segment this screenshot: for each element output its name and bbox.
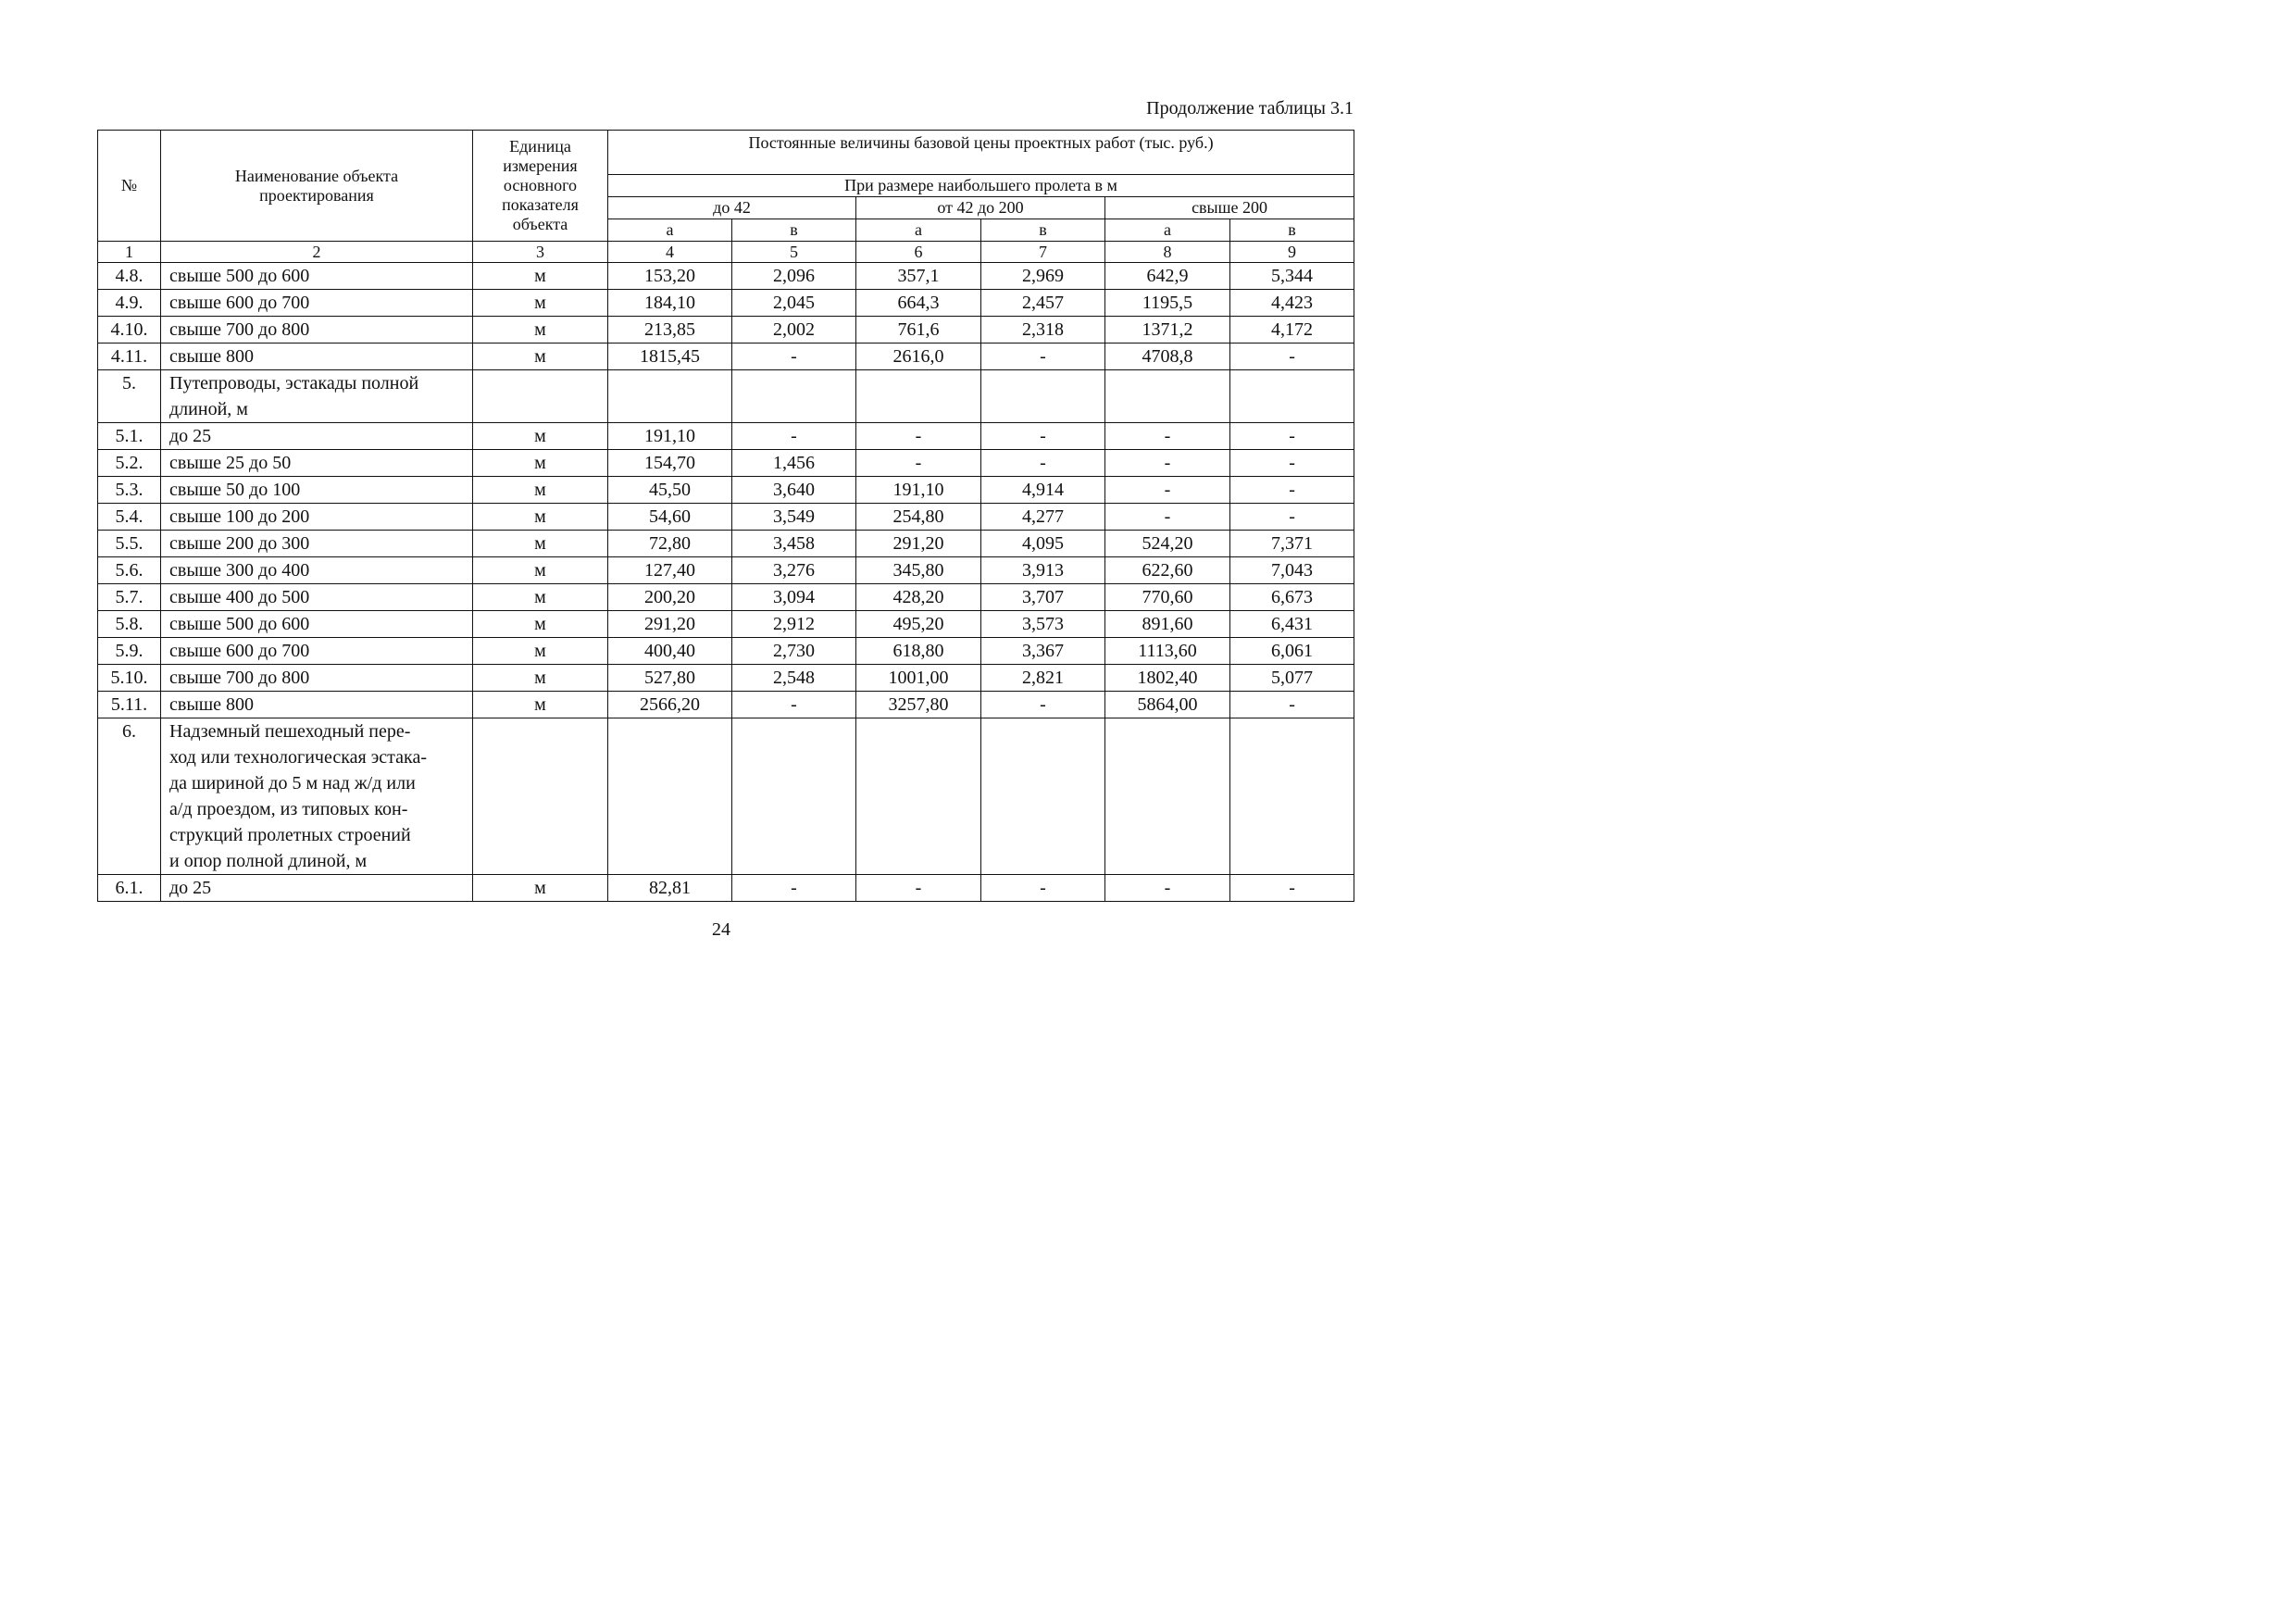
row-value: 291,20 [608,611,732,638]
column-number: 5 [732,242,856,263]
row-value: 3,458 [732,531,856,557]
row-number: 5.7. [98,584,161,611]
header-sub-a: а [856,219,981,242]
row-number: 6.1. [98,875,161,902]
row-value: 82,81 [608,875,732,902]
row-number: 5.6. [98,557,161,584]
table-row [98,718,1354,875]
row-name: свыше 600 до 700 [161,638,473,665]
table-row [98,665,1354,692]
table-row [98,584,1354,611]
row-name: свыше 500 до 600 [161,611,473,638]
row-value: 4,423 [1230,290,1354,317]
row-value: 2,969 [981,263,1105,290]
row-value: - [1230,477,1354,504]
row-number: 5.10. [98,665,161,692]
row-value: 642,9 [1105,263,1230,290]
row-value: 3,640 [732,477,856,504]
table-header [98,131,1354,242]
row-number: 5. [98,370,161,423]
row-value: 1371,2 [1105,317,1230,344]
row-number: 5.3. [98,477,161,504]
row-name: свыше 600 до 700 [161,290,473,317]
row-value: - [1230,423,1354,450]
row-name: свыше 800 [161,692,473,718]
row-unit [473,370,608,423]
column-number: 6 [856,242,981,263]
row-unit: м [473,875,608,902]
table-row [98,317,1354,344]
row-value: - [1105,450,1230,477]
row-value: 3,573 [981,611,1105,638]
row-value: 2,318 [981,317,1105,344]
row-value: 6,431 [1230,611,1354,638]
row-value [856,370,981,423]
header-name: Наименование объекта проектирования [161,131,473,242]
row-value: - [856,875,981,902]
row-value: - [981,692,1105,718]
row-name: свыше 25 до 50 [161,450,473,477]
table-row [98,290,1354,317]
row-value: 4,172 [1230,317,1354,344]
row-value: 184,10 [608,290,732,317]
row-value: 191,10 [856,477,981,504]
table-caption: Продолжение таблицы 3.1 [1146,98,1354,119]
row-value: 45,50 [608,477,732,504]
header-sub-b: в [981,219,1105,242]
row-value: 357,1 [856,263,981,290]
row-name: Путепроводы, эстакады полной длиной, м [161,370,473,423]
row-value: 1,456 [732,450,856,477]
row-value: - [732,344,856,370]
row-number: 4.8. [98,263,161,290]
row-number: 5.11. [98,692,161,718]
row-value: - [1105,504,1230,531]
row-name: свыше 700 до 800 [161,665,473,692]
row-number: 5.9. [98,638,161,665]
row-value: - [981,875,1105,902]
row-value: - [732,875,856,902]
row-unit: м [473,423,608,450]
row-value [732,718,856,875]
row-value: 153,20 [608,263,732,290]
row-unit: м [473,557,608,584]
table-row [98,477,1354,504]
row-name: Надземный пешеходный пере- ход или технологическая эстака- да шириной до 5 м над ж/д или а/д проездом, из типовых кон- струкций пролетных строений и опор полной длиной, м [161,718,473,875]
row-value: 4,277 [981,504,1105,531]
row-value: - [856,450,981,477]
row-value: 7,371 [1230,531,1354,557]
row-value: 2,730 [732,638,856,665]
row-value: 345,80 [856,557,981,584]
table-row [98,344,1354,370]
row-value: 618,80 [856,638,981,665]
column-number: 1 [98,242,161,263]
row-name: до 25 [161,875,473,902]
row-value: 761,6 [856,317,981,344]
row-value: 428,20 [856,584,981,611]
row-value: 1815,45 [608,344,732,370]
row-value: 5,077 [1230,665,1354,692]
row-value: 1001,00 [856,665,981,692]
row-value: 664,3 [856,290,981,317]
row-value: 191,10 [608,423,732,450]
row-number: 4.11. [98,344,161,370]
row-unit: м [473,692,608,718]
row-number: 5.4. [98,504,161,531]
row-value: 3,094 [732,584,856,611]
page-number: 24 [712,919,730,940]
header-num: № [98,131,161,242]
row-value: - [1230,692,1354,718]
row-value: 2,548 [732,665,856,692]
table-row [98,370,1354,423]
row-unit [473,718,608,875]
row-value: 622,60 [1105,557,1230,584]
column-number: 8 [1105,242,1230,263]
row-number: 5.5. [98,531,161,557]
row-unit: м [473,344,608,370]
table-row [98,875,1354,902]
row-unit: м [473,665,608,692]
row-value: 527,80 [608,665,732,692]
header-group-upto-42: до 42 [608,197,856,219]
row-unit: м [473,611,608,638]
table-row [98,611,1354,638]
row-value: 6,673 [1230,584,1354,611]
row-value [1105,718,1230,875]
row-unit: м [473,290,608,317]
header-unit: Единица измерения основного показателя объекта [473,131,608,242]
header-span-title: При размере наибольшего пролета в м [608,175,1354,197]
row-name: свыше 800 [161,344,473,370]
row-value: 1113,60 [1105,638,1230,665]
row-name: свыше 100 до 200 [161,504,473,531]
row-value [981,370,1105,423]
column-number: 7 [981,242,1105,263]
header-price-title: Постоянные величины базовой цены проектных работ (тыс. руб.) [608,131,1354,175]
row-value: 2,912 [732,611,856,638]
row-value: - [1230,504,1354,531]
row-value: 2616,0 [856,344,981,370]
row-value [1230,718,1354,875]
row-value: 291,20 [856,531,981,557]
column-number: 2 [161,242,473,263]
header-sub-b: в [1230,219,1354,242]
row-value [608,370,732,423]
row-value: 1802,40 [1105,665,1230,692]
header-sub-a: а [1105,219,1230,242]
row-name: свыше 50 до 100 [161,477,473,504]
row-value: - [732,423,856,450]
row-value: 127,40 [608,557,732,584]
row-value: - [1105,875,1230,902]
row-value: 2,002 [732,317,856,344]
table-row [98,692,1354,718]
row-value: 4,914 [981,477,1105,504]
row-value: 200,20 [608,584,732,611]
header-group-over-200: свыше 200 [1105,197,1354,219]
row-value: 6,061 [1230,638,1354,665]
row-value: - [981,344,1105,370]
row-name: свыше 500 до 600 [161,263,473,290]
table-row [98,557,1354,584]
row-value: 2,096 [732,263,856,290]
row-value: 4,095 [981,531,1105,557]
row-name: до 25 [161,423,473,450]
row-value [981,718,1105,875]
row-value: 891,60 [1105,611,1230,638]
header-group-42-200: от 42 до 200 [856,197,1105,219]
column-number: 3 [473,242,608,263]
row-unit: м [473,450,608,477]
row-value: 7,043 [1230,557,1354,584]
row-value: 3,276 [732,557,856,584]
row-name: свыше 300 до 400 [161,557,473,584]
table-row [98,504,1354,531]
row-value: 5,344 [1230,263,1354,290]
row-value: 2,045 [732,290,856,317]
row-number: 6. [98,718,161,875]
row-name: свыше 200 до 300 [161,531,473,557]
row-value: 72,80 [608,531,732,557]
row-number: 4.9. [98,290,161,317]
row-value: 495,20 [856,611,981,638]
row-value: 3,549 [732,504,856,531]
table-row [98,638,1354,665]
row-value: - [1230,875,1354,902]
row-value: - [981,450,1105,477]
row-number: 5.1. [98,423,161,450]
row-unit: м [473,477,608,504]
row-value: 3,707 [981,584,1105,611]
row-value: 2,821 [981,665,1105,692]
row-value: 213,85 [608,317,732,344]
row-unit: м [473,584,608,611]
header-sub-b: в [732,219,856,242]
column-number: 4 [608,242,732,263]
row-value: - [981,423,1105,450]
table-row [98,450,1354,477]
row-value: 2566,20 [608,692,732,718]
row-value: 5864,00 [1105,692,1230,718]
row-value: 3,913 [981,557,1105,584]
row-value [1230,370,1354,423]
row-value [1105,370,1230,423]
price-table [97,130,1354,902]
row-value: 4708,8 [1105,344,1230,370]
row-number: 5.8. [98,611,161,638]
row-name: свыше 700 до 800 [161,317,473,344]
row-value: 3257,80 [856,692,981,718]
row-value: - [1105,423,1230,450]
row-value: 154,70 [608,450,732,477]
row-name: свыше 400 до 500 [161,584,473,611]
row-value: 1195,5 [1105,290,1230,317]
row-value: 524,20 [1105,531,1230,557]
row-unit: м [473,638,608,665]
row-value: 254,80 [856,504,981,531]
row-number: 4.10. [98,317,161,344]
row-unit: м [473,531,608,557]
row-value [608,718,732,875]
row-value: - [732,692,856,718]
row-value [856,718,981,875]
table-row [98,263,1354,290]
table-row [98,423,1354,450]
row-value: 54,60 [608,504,732,531]
header-sub-a: а [608,219,732,242]
row-value: - [1105,477,1230,504]
table-row [98,531,1354,557]
row-value: - [856,423,981,450]
column-numbers-row [98,242,1354,263]
row-unit: м [473,504,608,531]
row-value: 3,367 [981,638,1105,665]
row-value: 770,60 [1105,584,1230,611]
row-value: - [1230,450,1354,477]
row-unit: м [473,317,608,344]
row-value: 2,457 [981,290,1105,317]
table-body [98,242,1354,902]
row-value: 400,40 [608,638,732,665]
column-number: 9 [1230,242,1354,263]
row-number: 5.2. [98,450,161,477]
row-value: - [1230,344,1354,370]
row-unit: м [473,263,608,290]
row-value [732,370,856,423]
